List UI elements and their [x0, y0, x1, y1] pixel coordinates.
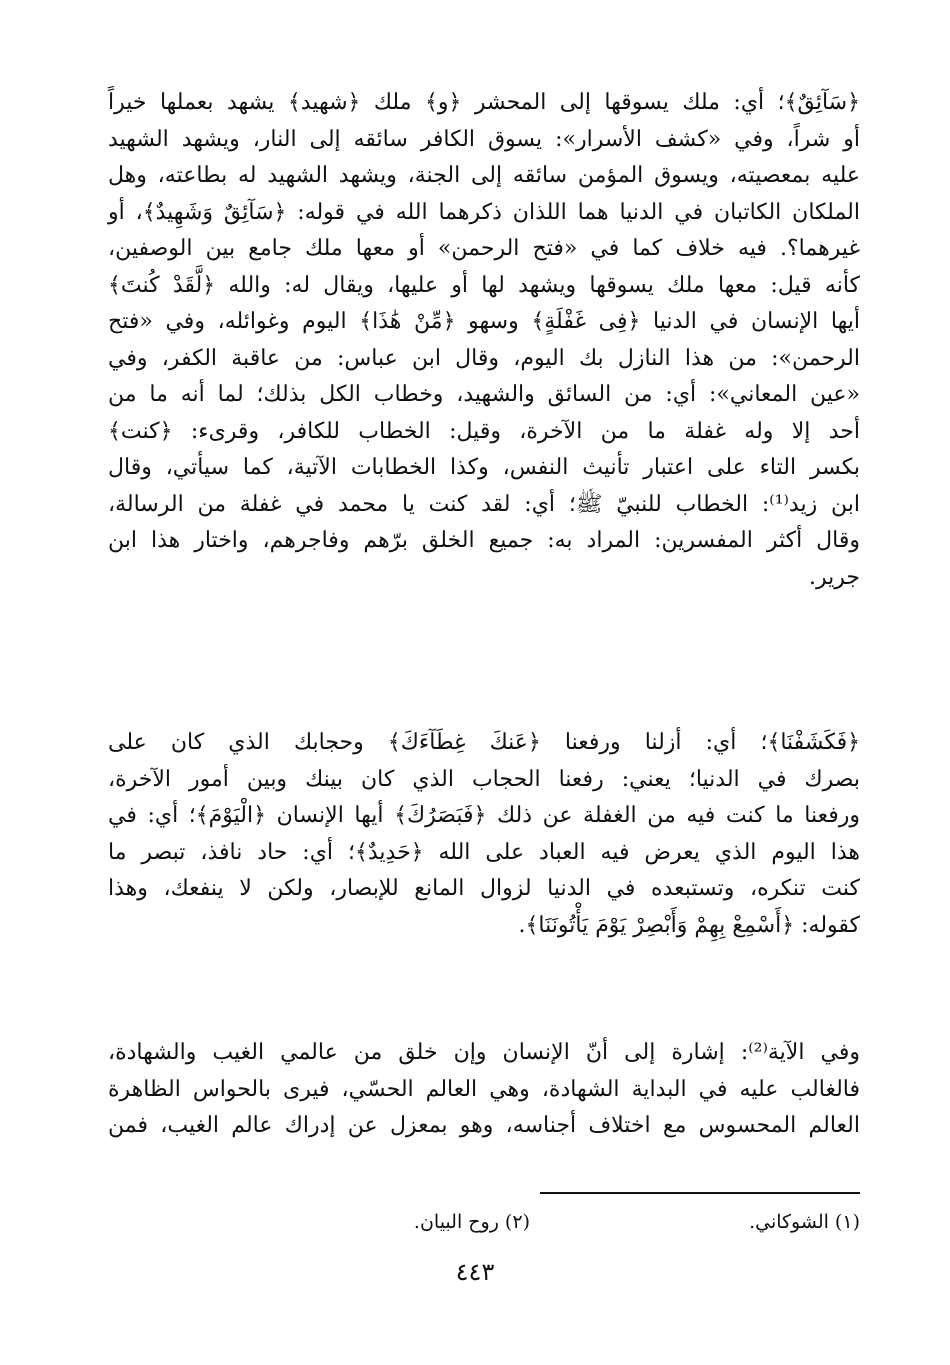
- text-line: جرير.: [809, 564, 860, 590]
- page-number: ٤٤٣: [455, 1258, 495, 1286]
- text-line: ابن زيد⁽¹⁾: الخطاب للنبيّ ﷺ؛ أي: لقد كنت يا محمد في غفلة من الرسالة،: [108, 491, 860, 517]
- text-line: الرحمن»: من هذا النازل بك اليوم، وقال ابن عباس: من عاقبة الكفر، وفي: [108, 345, 860, 371]
- paragraph-2: [108, 725, 860, 944]
- text-line: أحد إلا وله غفلة ما من الآخرة، وقيل: الخطاب للكافر، وقرىء: ﴿كنت﴾: [108, 418, 860, 444]
- footnote-2: (٢) روح البيان.: [413, 1211, 530, 1233]
- text-line: وفي الآية⁽²⁾: إشارة إلى أنّ الإنسان وإن خلق من عالمي الغيب والشهادة،: [108, 1040, 860, 1065]
- text-line: ورفعنا ما كنت فيه من الغفلة عن ذلك ﴿فَبَصَرُكَ﴾ أيها الإنسان ﴿الْيَوْمَ﴾؛ أي: في: [108, 803, 860, 828]
- text-line: بكسر التاء على اعتبار تأنيث النفس، وكذا الخطابات الآتية، كما سيأتي، وقال: [108, 455, 860, 480]
- text-line: كقوله: ﴿أَسْمِعْ بِهِمْ وَأَبْصِرْ يَوْمَ يَأْتُونَنَا﴾.: [518, 912, 860, 938]
- text-line: بصرك في الدنيا؛ يعني: رفعنا الحجاب الذي كان بينك وبين أمور الآخرة،: [108, 766, 860, 792]
- text-line: أيها الإنسان في الدنيا ﴿فِى غَفْلَةٍ﴾ وسهو ﴿مِّنْ هَٰذَا﴾ اليوم وغوائله، وفي «فتح: [108, 309, 860, 334]
- text-line: غيرهما؟. فيه خلاف كما في «فتح الرحمن» أو معها ملك جامع بين الوصفين،: [108, 236, 860, 261]
- footnote-1: (١) الشوكاني.: [749, 1211, 860, 1233]
- text-line: أو شراً، وفي «كشف الأسرار»: يسوق الكافر سائقه إلى النار، ويشهد الشهيد: [108, 126, 860, 152]
- text-line: هذا اليوم الذي يعرض فيه العباد على الله ﴿حَدِيدٌ﴾؛ أي: حاد نافذ، تبصر ما: [108, 839, 860, 865]
- text-line: ﴿سَآئِقٌ﴾؛ أي: ملك يسوقها إلى المحشر ﴿و﴾ ملك ﴿شهيد﴾ يشهد بعملها خيراً: [108, 90, 860, 115]
- text-line: فالغالب عليه في البداية الشهادة، وهي العالم الحسّي، فيرى بالحواس الظاهرة: [108, 1076, 860, 1102]
- text-line: ﴿فَكَشَفْنَا﴾؛ أي: أزلنا ورفعنا ﴿عَنكَ غِطَآءَكَ﴾ وحجابك الذي كان على: [108, 730, 860, 755]
- text-line: «عين المعاني»: أي: من السائق والشهيد، وخطاب الكل بذلك؛ لما أنه ما من: [108, 382, 860, 407]
- paragraph-3: [108, 1035, 860, 1145]
- text-line: الملكان الكاتبان في الدنيا هما اللذان ذكرهما الله في قوله: ﴿سَآئِقٌ وَشَهِيدٌ﴾، أو: [108, 199, 860, 225]
- paragraph-1: [108, 85, 860, 596]
- text-line: عليه بمعصيته، ويسوق المؤمن سائقه إلى الجنة، ويشهد الشهيد له بطاعته، وهل: [108, 163, 860, 188]
- text-line: وقال أكثر المفسرين: المراد به: جميع الخلق برّهم وفاجرهم، واختار هذا ابن: [108, 528, 860, 553]
- text-line: العالم المحسوس مع اختلاف أجناسه، وهو بمعزل عن إدراك عالم الغيب، فمن: [108, 1113, 860, 1138]
- text-line: كأنه قيل: معها ملك يسوقها ويشهد لها أو عليها، ويقال له: والله ﴿لَّقَدْ كُنتَ﴾: [108, 272, 860, 298]
- footnote-divider: [540, 1192, 860, 1194]
- text-line: كنت تنكره، وتستبعده في الدنيا لزوال المانع للإبصار، ولكن لا ينفعك، وهذا: [108, 876, 860, 901]
